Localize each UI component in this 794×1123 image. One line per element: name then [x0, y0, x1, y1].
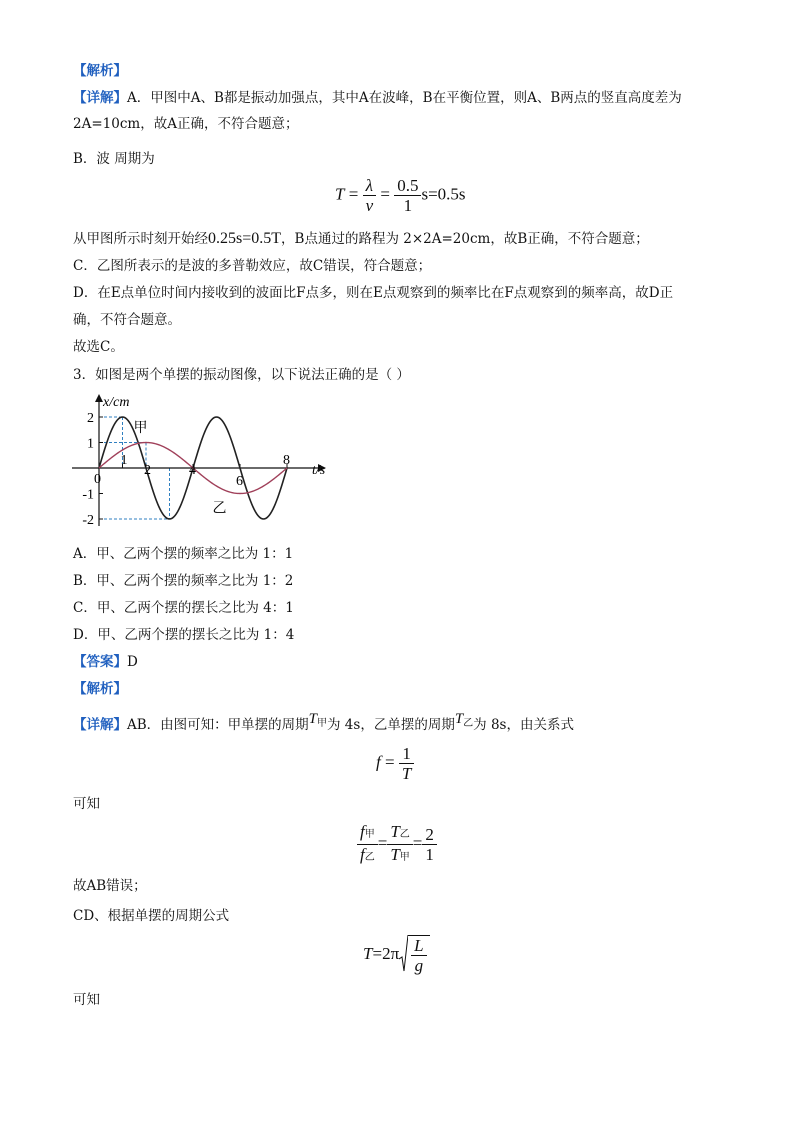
series-label-jia: 甲 — [133, 421, 148, 436]
paragraph-b-line1: B．波 周期为 — [73, 151, 155, 167]
jiexi-heading-1: 【解析】 — [73, 63, 127, 79]
jiexi-heading-2: 【解析】 — [73, 681, 127, 697]
y-tick-label--2: -2 — [82, 513, 94, 528]
kezhi-1: 可知 — [73, 796, 100, 812]
vibration-chart — [68, 392, 338, 532]
x-tick-label-1: 1 — [120, 453, 128, 468]
paragraph-b-line2 — [73, 230, 649, 248]
y-axis-arrow — [95, 394, 103, 402]
eq2-lhs: f — [376, 752, 381, 772]
answer-value: D — [127, 654, 138, 670]
eq3-frac-t: $\frac{\text{T乙}}{\text{T甲}}$ — [387, 822, 412, 867]
option-d[interactable]: D．甲、乙两个摆的摆长之比为 1：4 — [73, 627, 295, 643]
y-tick-label--1: -1 — [82, 487, 94, 503]
text-a1: A．甲图中A、B都是振动加强点，其中A在波峰，B在平衡位置，则A、B两点的竖直高度差为 — [127, 90, 682, 106]
paragraph-a-line1 — [73, 89, 682, 107]
eq1-frac2: $\frac{0.5}{1}$ — [394, 176, 421, 215]
y-tick-label-1: 1 — [87, 436, 94, 452]
x-tick-label-4: 4 — [189, 463, 196, 478]
equation-frequency: f = $\frac{1}{T}$ — [376, 744, 414, 783]
symbol-t-jia-sub: 甲 — [317, 718, 328, 729]
option-c[interactable]: C．甲、乙两个摆的摆长之比为 4：1 — [73, 600, 294, 616]
equation-pendulum-period: T=2π $\frac{L}{g}$ — [363, 935, 430, 975]
y-tick-label-2: 2 — [87, 411, 94, 426]
option-b[interactable]: B．甲、乙两个摆的频率之比为 1：2 — [73, 573, 294, 589]
eq1-lhs: T — [335, 184, 345, 204]
eq1-tail: s=0.5s — [421, 184, 466, 204]
conclusion-1: 故选C。 — [73, 339, 124, 355]
sqrt-symbol: $\frac{L}{g}$ — [399, 935, 429, 975]
eq3-frac-f: $\frac{\text{f甲}}{\text{f乙}}$ — [357, 822, 378, 867]
paragraph-a-line2: 2A=10cm，故A正确，不符合题意； — [73, 116, 299, 132]
kezhi-2: 可知 — [73, 992, 100, 1008]
answer-line — [73, 653, 138, 671]
x-tick-label-2: 2 — [144, 463, 151, 478]
symbol-t-yi-sub: 乙 — [463, 718, 474, 729]
text-b2-math: 0.25s=0.5T — [208, 230, 282, 247]
text-ab-mid: 为 4s，乙单摆的周期 — [327, 717, 455, 733]
x-tick-label-8: 8 — [283, 453, 290, 468]
option-a[interactable]: A．甲、乙两个摆的频率之比为 1：1 — [73, 546, 294, 562]
paragraph-c: C．乙图所表示的是波的多普勒效应，故C错误，符合题意； — [73, 258, 432, 274]
answer-tag: 【答案】 — [73, 654, 127, 670]
equation-frequency-ratio: $\frac{\text{f甲}}{\text{f乙}}$ = $\frac{\text{T乙}}{\text{T甲}}$ = $\frac{2}{1}$ — [357, 822, 437, 867]
eq4-coef: 2π — [382, 943, 400, 963]
text-ab-pre: AB．由图可知：甲单摆的周期 — [127, 717, 309, 733]
eq1-frac1: $\frac{\lambda}{v}$ — [363, 176, 377, 215]
x-axis-label: t/s — [312, 463, 326, 478]
eq3-frac-num: $\frac{2}{1}$ — [422, 825, 437, 864]
symbol-t-yi: T — [454, 711, 464, 727]
xiangjie-tag-2: 【详解】 — [73, 717, 127, 733]
eq2-frac: $\frac{1}{T}$ — [399, 744, 414, 783]
symbol-t-jia: T — [308, 711, 318, 727]
y-axis-label: x/cm — [103, 395, 130, 410]
ab-conclusion: 故AB错误； — [73, 878, 147, 894]
series-label-yi: 乙 — [212, 501, 227, 517]
equation-period-wave: T = $\frac{\lambda}{v}$ = $\frac{0.5}{1}$ s=0.5s — [335, 176, 466, 215]
paragraph-d-line2: 确，不符合题意。 — [73, 312, 181, 328]
x-tick-label-6: 6 — [236, 474, 243, 489]
chart-labels — [82, 395, 325, 528]
x-tick-label-0: 0 — [94, 472, 101, 487]
xiangjie-tag-1: 【详解】 — [73, 90, 127, 106]
paragraph-d-line1: D．在E点单位时间内接收到的波面比F点多，则在E点观察到的频率比在F点观察到的频率高，故D正 — [73, 285, 674, 301]
text-b2-pre: 从甲图所示时刻开始经 — [73, 231, 208, 247]
text-ab-post: 为 8s，由关系式 — [473, 717, 574, 733]
paragraph-ab — [73, 711, 574, 736]
question-3-stem: 3．如图是两个单摆的振动图像，以下说法正确的是（ ） — [73, 367, 410, 383]
paragraph-cd: CD、根据单摆的周期公式 — [73, 908, 230, 924]
eq4-lhs: T — [363, 943, 373, 963]
text-b2-post: ，B点通过的路程为 2×2A=20cm，故B正确，不符合题意； — [281, 231, 649, 247]
